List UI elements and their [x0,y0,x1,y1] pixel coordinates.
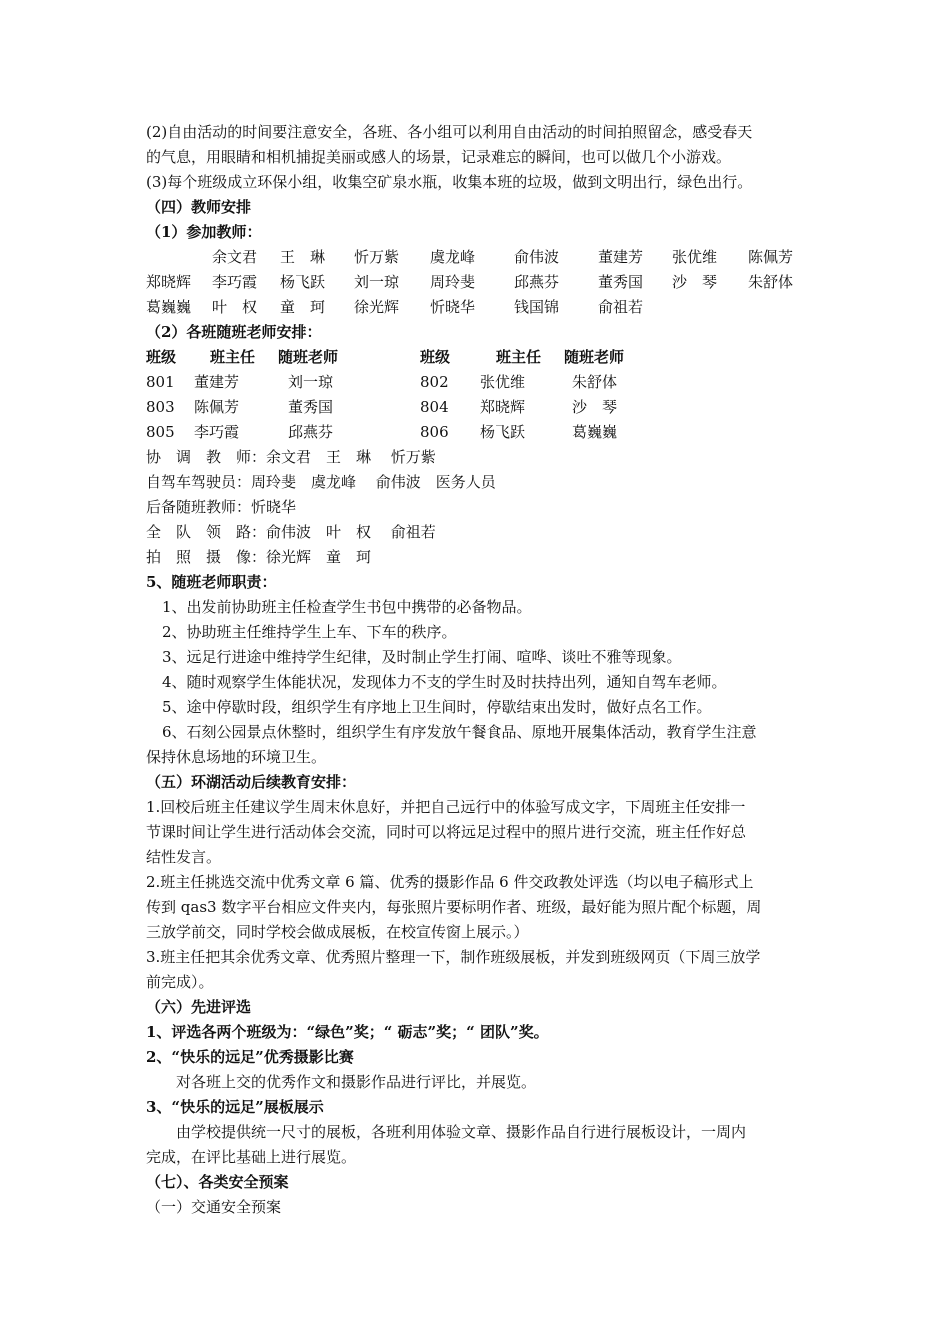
table-cell: 朱舒体 [572,373,618,391]
teacher-name: 董建芳 [598,248,644,266]
teacher-name: 徐光辉 [354,298,400,316]
teacher-list-row-3 [146,295,810,320]
column-header: 班级 [420,348,451,366]
class-table-header [146,345,810,370]
table-cell: 804 [420,398,449,416]
role-team-leaders: 全 队 领 路：俞伟波 叶 权 俞祖若 [146,523,436,541]
table-cell: 刘一琼 [288,373,334,391]
heading-duties: 5、随班老师职责： [146,573,277,591]
teacher-name: 俞祖若 [598,298,644,316]
table-cell: 邱燕芬 [288,423,334,441]
heading-safety-plans: （七）、各类安全预案 [146,1173,289,1191]
award-item-1: 1、评选各两个班级为：“绿色”奖；“ 砺志”奖；“ 团队”奖。 [146,1023,549,1041]
heading-follow-up: （五）环湖活动后续教育安排： [146,773,357,791]
teacher-name: 沙 琴 [672,273,718,291]
duty-item: 1、出发前协助班主任检查学生书包中携带的必备物品。 [162,598,532,616]
follow-up-line: 2.班主任挑选交流中优秀文章 6 篇、优秀的摄影作品 6 件交政教处评选（均以电子稿形式上 [146,873,754,891]
teacher-name: 叶 权 [212,298,258,316]
award-item-3: 3、“快乐的远足”展板展示 [146,1098,324,1116]
heading-class-teacher-arrangement: （2）各班随班老师安排： [146,323,322,341]
teacher-name: 俞伟波 [514,248,560,266]
table-cell: 806 [420,423,449,441]
teacher-name: 董秀国 [598,273,644,291]
duty-item: 4、随时观察学生体能状况，发现体力不支的学生时及时扶持出列，通知自驾车老师。 [162,673,727,691]
teacher-list-row-1 [146,245,810,270]
table-cell: 郑晓辉 [480,398,526,416]
teacher-name: 虞龙峰 [430,248,476,266]
table-row [146,420,810,445]
follow-up-line: 1.回校后班主任建议学生周末休息好，并把自己远行中的体验写成文字，下周班主任安排一 [146,798,746,816]
teacher-name: 忻万紫 [354,248,400,266]
column-header: 班主任 [210,348,256,366]
column-header: 随班老师 [564,348,625,366]
teacher-name: 邱燕芬 [514,273,560,291]
table-cell: 李巧霞 [194,423,240,441]
teacher-name: 郑晓辉 [146,273,192,291]
award-item-3-text-cont: 完成，在评比基础上进行展览。 [146,1148,357,1166]
follow-up-line: 节课时间让学生进行活动体会交流，同时可以将远足过程中的照片进行交流，班主任作好总 [146,823,747,841]
table-cell: 805 [146,423,175,441]
paragraph-free-activity-cont: 的气息，用眼睛和相机捕捉美丽或感人的场景，记录难忘的瞬间，也可以做几个小游戏。 [146,148,732,166]
duty-item: 3、远足行进途中维持学生纪律，及时制止学生打闹、喧哗、谈吐不雅等现象。 [162,648,682,666]
duty-item: 2、协助班主任维持学生上车、下车的秩序。 [162,623,457,641]
teacher-name: 童 珂 [280,298,326,316]
follow-up-line: 结性发言。 [146,848,222,866]
table-row [146,370,810,395]
follow-up-line: 三放学前交，同时学校会做成展板，在校宣传窗上展示。） [146,923,529,941]
role-photography: 拍 照 摄 像：徐光辉 童 珂 [146,548,372,566]
paragraph-free-activity: (2)自由活动的时间要注意安全，各班、各小组可以利用自由活动的时间拍照留念，感受春天 [146,123,753,141]
table-cell: 杨飞跃 [480,423,526,441]
duty-item: 6、石刻公园景点休整时，组织学生有序发放午餐食品、原地开展集体活动，教育学生注意 [162,723,757,741]
column-header: 随班老师 [278,348,339,366]
follow-up-line: 3.班主任把其余优秀文章、优秀照片整理一下，制作班级展板，并发到班级网页（下周三放学 [146,948,761,966]
teacher-name: 忻晓华 [430,298,476,316]
column-header: 班级 [146,348,177,366]
teacher-name: 葛巍巍 [146,298,192,316]
role-backup-teacher: 后备随班教师：忻晓华 [146,498,297,516]
table-cell: 802 [420,373,449,391]
table-cell: 803 [146,398,175,416]
teacher-name: 杨飞跃 [280,273,326,291]
paragraph-eco-group: (3)每个班级成立环保小组，收集空矿泉水瓶，收集本班的垃圾，做到文明出行，绿色出行。 [146,173,753,191]
teacher-name: 余文君 [212,248,258,266]
teacher-name: 周玲斐 [430,273,476,291]
award-item-3-text: 由学校提供统一尺寸的展板，各班利用体验文章、摄影作品自行进行展板设计，一周内 [176,1123,747,1141]
table-cell: 董秀国 [288,398,334,416]
document-page [146,120,810,1220]
safety-plan-traffic: （一）交通安全预案 [146,1198,282,1216]
duty-item-cont: 保持休息场地的环境卫生。 [146,748,327,766]
table-cell: 沙 琴 [572,398,618,416]
table-cell: 张优维 [480,373,526,391]
follow-up-line: 前完成）。 [146,973,214,991]
table-cell: 董建芳 [194,373,240,391]
role-coordinators: 协 调 教 师：余文君 王 琳 忻万紫 [146,448,436,466]
table-cell: 陈佩芳 [194,398,240,416]
award-item-2: 2、“快乐的远足”优秀摄影比赛 [146,1048,354,1066]
heading-teacher-arrangement: （四）教师安排 [146,198,252,216]
teacher-name: 钱国锦 [514,298,560,316]
heading-participating-teachers: （1）参加教师： [146,223,262,241]
column-header: 班主任 [496,348,542,366]
teacher-name: 陈佩芳 [748,248,794,266]
role-drivers: 自驾车驾驶员：周玲斐 虞龙峰 俞伟波 医务人员 [146,473,496,491]
follow-up-line: 传到 qas3 数字平台相应文件夹内，每张照片要标明作者、班级，最好能为照片配个标题，周 [146,898,762,916]
teacher-name: 刘一琼 [354,273,400,291]
table-row [146,395,810,420]
heading-awards: （六）先进评选 [146,998,252,1016]
teacher-name: 张优维 [672,248,718,266]
table-cell: 葛巍巍 [572,423,618,441]
teacher-name: 王 琳 [280,248,326,266]
teacher-list-row-2 [146,270,810,295]
teacher-name: 朱舒体 [748,273,794,291]
teacher-name: 李巧霞 [212,273,258,291]
table-cell: 801 [146,373,175,391]
award-item-2-text: 对各班上交的优秀作文和摄影作品进行评比，并展览。 [176,1073,537,1091]
duty-item: 5、途中停歇时段，组织学生有序地上卫生间时，停歇结束出发时，做好点名工作。 [162,698,712,716]
